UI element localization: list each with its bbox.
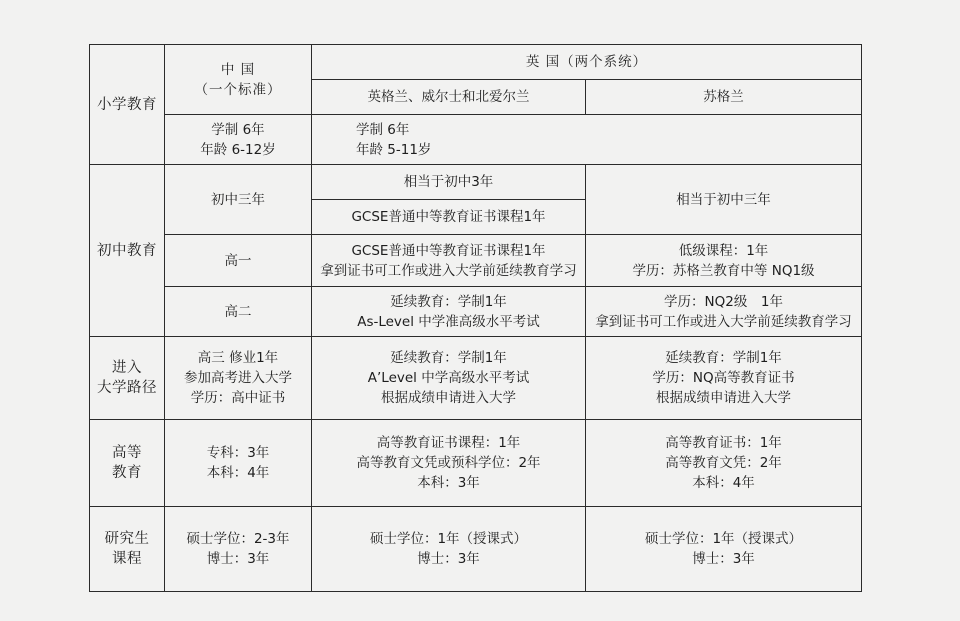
cell-university-path-china: [165, 337, 312, 420]
cell-line: 学制 6年: [211, 121, 265, 138]
cell-line: 相当于初中三年: [676, 191, 771, 208]
cell-line: 低级课程：1年: [678, 242, 769, 259]
col-header-england: [312, 80, 586, 115]
cell-line: 学历：高中证书: [190, 390, 286, 406]
cell-line: 相当于初中3年: [403, 174, 494, 190]
cell-line: 本科：4年: [206, 465, 270, 481]
cell-line: 博士：3年: [417, 551, 480, 567]
cell-line: 根据成绩申请进入大学: [381, 390, 516, 406]
row-header-line: 教育: [112, 465, 142, 481]
col-header-scotland: [586, 80, 862, 115]
col-header-uk: [312, 45, 862, 80]
cell-university-path-scotland: [586, 337, 862, 420]
cell-line: 本科：4年: [692, 475, 755, 491]
cell-line: 高等教育文凭：2年: [665, 455, 782, 471]
cell-university-path-england: [312, 337, 586, 420]
cell-higher-education-england: [312, 420, 586, 507]
col-header-line: 中 国: [220, 61, 256, 78]
cell-line: GCSE普通中等教育证书课程1年: [351, 242, 546, 259]
row-header-line: 课程: [112, 551, 142, 567]
row-header-higher-education: [90, 420, 165, 507]
col-header-line: 英 国（两个系统）: [525, 54, 648, 70]
cell-line: 年龄 6-12岁: [200, 141, 276, 158]
cell-line: 高等教育文凭或预科学位：2年: [356, 455, 541, 471]
row-header-junior: [90, 165, 165, 337]
col-header-line: 苏格兰: [703, 89, 744, 105]
cell-line: 学历：苏格兰教育中等 NQ1级: [632, 262, 815, 279]
cell-line: 年龄 5-11岁: [356, 141, 432, 158]
row-header-postgraduate: [90, 507, 165, 592]
cell-line: 专科：3年: [206, 445, 270, 461]
cell-line: 初中三年: [211, 191, 265, 208]
row-header-line: 小学教育: [97, 96, 157, 113]
cell-senior1-england: [312, 235, 586, 287]
cell-senior2-scotland: [586, 287, 862, 337]
cell-junior-year3-scotland: [586, 165, 862, 235]
cell-higher-education-scotland: [586, 420, 862, 507]
cell-line: 延续教育：学制1年: [665, 350, 782, 366]
cell-line: 拿到证书可工作或进入大学前延续教育学习: [320, 262, 577, 279]
row-header-line: 进入: [112, 360, 142, 376]
cell-line: As-Level 中学准高级水平考试: [357, 313, 540, 330]
cell-junior-year3-england-course: [312, 200, 586, 235]
col-header-china: [165, 45, 312, 115]
row-header-line: 研究生: [104, 531, 150, 547]
cell-line: GCSE普通中等教育证书课程1年: [351, 209, 546, 225]
education-comparison-table: [89, 44, 862, 592]
row-header-line: 初中教育: [97, 242, 157, 259]
cell-postgraduate-china: [165, 507, 312, 592]
cell-line: 高等教育证书：1年: [665, 435, 782, 451]
cell-line: 学历：NQ2级 1年: [664, 293, 783, 310]
cell-line: 博士：3年: [206, 551, 270, 567]
cell-line: 根据成绩申请进入大学: [656, 390, 791, 406]
cell-line: 拿到证书可工作或进入大学前延续教育学习: [595, 313, 852, 330]
cell-line: 参加高考进入大学: [184, 370, 292, 386]
cell-line: 延续教育：学制1年: [390, 293, 507, 310]
cell-senior2-england: [312, 287, 586, 337]
col-header-line: 英格兰、威尔士和北爱尔兰: [367, 89, 530, 105]
cell-senior1-china: [165, 235, 312, 287]
cell-primary-uk: [312, 115, 862, 165]
cell-line: A’Level 中学高级水平考试: [367, 370, 530, 386]
cell-line: 高三 修业1年: [197, 350, 279, 366]
cell-junior-year3-china: [165, 165, 312, 235]
cell-primary-china: [165, 115, 312, 165]
cell-line: 学历：NQ高等教育证书: [652, 370, 795, 386]
cell-line: 硕士学位：2-3年: [186, 531, 290, 547]
col-header-line: （一个标准）: [194, 81, 282, 98]
cell-line: 高等教育证书课程：1年: [376, 435, 521, 451]
cell-line: 硕士学位：1年（授课式）: [369, 531, 528, 547]
cell-line: 高二: [224, 303, 252, 320]
cell-line: 学制 6年: [356, 121, 410, 138]
cell-postgraduate-england: [312, 507, 586, 592]
cell-junior-year3-england-equivalent: [312, 165, 586, 200]
row-header-university-path: [90, 337, 165, 420]
cell-line: 硕士学位：1年（授课式）: [644, 531, 803, 547]
cell-line: 延续教育：学制1年: [390, 350, 507, 366]
cell-higher-education-china: [165, 420, 312, 507]
row-header-line: 高等: [112, 445, 142, 461]
cell-senior1-scotland: [586, 235, 862, 287]
cell-line: 本科：3年: [417, 475, 480, 491]
cell-line: 博士：3年: [692, 551, 755, 567]
cell-senior2-china: [165, 287, 312, 337]
cell-line: 高一: [224, 252, 252, 269]
row-header-primary: [90, 45, 165, 165]
cell-postgraduate-scotland: [586, 507, 862, 592]
row-header-line: 大学路径: [97, 380, 157, 396]
